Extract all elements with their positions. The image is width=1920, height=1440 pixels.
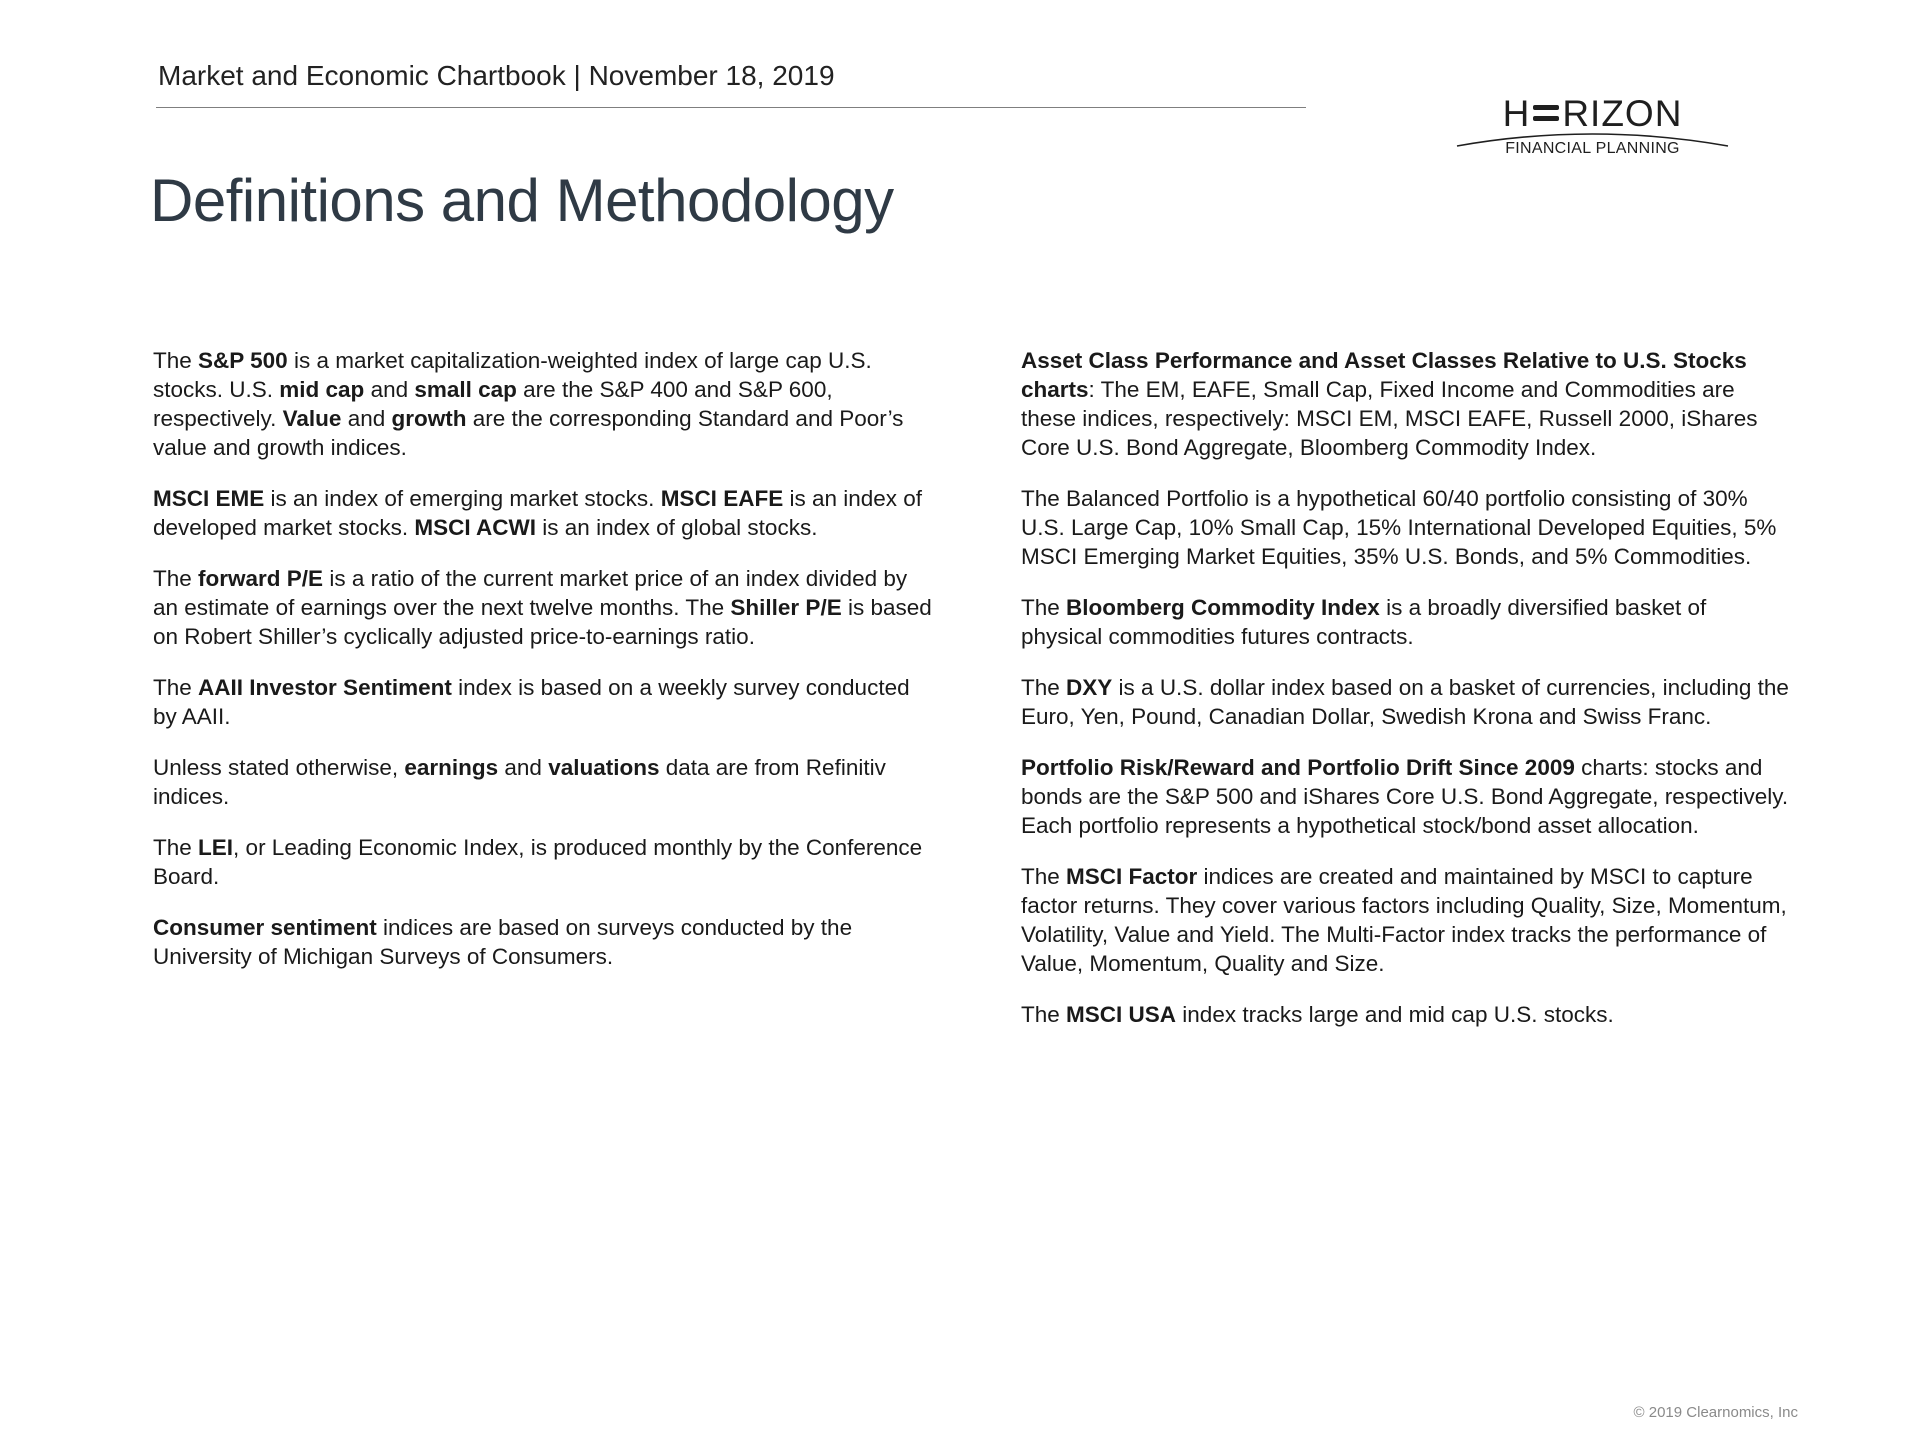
definition-text: are the S&P 400 and S&P 600, respectively. — [153, 377, 833, 431]
defined-term: Bloomberg Commodity Index — [1066, 595, 1380, 620]
definition-text: is an index of global stocks. — [536, 515, 818, 540]
definition-paragraph — [1021, 673, 1791, 731]
definition-paragraph — [1021, 862, 1791, 978]
definition-paragraph — [153, 564, 933, 651]
definition-text: is a U.S. dollar index based on a basket of currencies, including the Euro, Yen, Pound, Canadian Dollar, Swedish Krona and Swiss Franc. — [1021, 675, 1789, 729]
defined-term: earnings — [404, 755, 499, 780]
defined-term: MSCI Factor — [1066, 864, 1198, 889]
defined-term: forward P/E — [198, 566, 324, 591]
definition-text: The — [153, 675, 199, 700]
definition-text: indices are based on surveys conducted by the University of Michigan Surveys of Consumers. — [153, 915, 853, 969]
definition-text: data are from Refinitiv indices. — [153, 755, 886, 809]
definition-paragraph — [1021, 753, 1791, 840]
defined-term: S&P 500 — [198, 348, 288, 373]
definition-paragraph — [1021, 346, 1791, 462]
page-title: Definitions and Methodology — [150, 167, 894, 234]
definition-paragraph — [153, 753, 933, 811]
definition-text: The — [153, 835, 199, 860]
definition-text: is a ratio of the current market price of an index divided by an estimate of earnings over the next twelve months. The — [153, 566, 908, 620]
definition-paragraph — [1021, 593, 1791, 651]
defined-term: small cap — [414, 377, 517, 402]
definition-text: The — [153, 348, 199, 373]
definition-paragraph — [153, 833, 933, 891]
definition-text: : The EM, EAFE, Small Cap, Fixed Income and Commodities are these indices, respectively: MSCI EM, MSCI EAFE, Russell 2000, iShares Core U.S. Bond Aggregate, Bloomberg Commodity Index. — [1021, 377, 1758, 460]
definition-paragraph — [153, 346, 933, 462]
definition-text: index is based on a weekly survey conducted by AAII. — [153, 675, 910, 729]
logo-wordmark: H RIZON — [1502, 93, 1683, 134]
definition-text: is an index of developed market stocks. — [153, 486, 923, 540]
defined-term: DXY — [1066, 675, 1113, 700]
definition-text: and — [364, 377, 415, 402]
definition-text: and — [498, 755, 549, 780]
definition-text: is a broadly diversified basket of physical commodities futures contracts. — [1021, 595, 1707, 649]
definition-text: is an index of emerging market stocks. — [264, 486, 661, 511]
header-divider — [156, 107, 1306, 108]
definition-text: index tracks large and mid cap U.S. stocks. — [1176, 1002, 1614, 1027]
definition-paragraph — [1021, 484, 1791, 571]
definition-paragraph — [1021, 1000, 1791, 1029]
definition-text: Unless stated otherwise, — [153, 755, 405, 780]
defined-term: Consumer sentiment — [153, 915, 377, 940]
defined-term: valuations — [548, 755, 660, 780]
logo-o-mark-icon — [1531, 100, 1561, 128]
logo-subtitle: FINANCIAL PLANNING — [1505, 140, 1680, 157]
definition-text: The — [1021, 595, 1067, 620]
definition-paragraph — [153, 484, 933, 542]
definition-text: is based on Robert Shiller’s cyclically adjusted price-to-earnings ratio. — [153, 595, 932, 649]
defined-term: MSCI ACWI — [414, 515, 537, 540]
defined-term: Shiller P/E — [730, 595, 842, 620]
definition-text: , or Leading Economic Index, is produced monthly by the Conference Board. — [153, 835, 923, 889]
defined-term: Portfolio Risk/Reward and Portfolio Drift Since 2009 — [1021, 755, 1575, 780]
defined-term: AAII Investor Sentiment — [198, 675, 452, 700]
definition-text: and — [341, 406, 392, 431]
defined-term: MSCI USA — [1066, 1002, 1177, 1027]
copyright-notice: © 2019 Clearnomics, Inc — [1633, 1404, 1798, 1421]
definition-text: indices are created and maintained by MSCI to capture factor returns. They cover various factors including Quality, Size, Momentum, Volatility, Value and Yield. The Multi-Factor index tracks the performance of Value, Momentum, Quality and Size. — [1021, 864, 1787, 976]
horizon-logo — [1455, 92, 1730, 164]
definition-text: The — [1021, 675, 1067, 700]
header-title: Market and Economic Chartbook | November 18, 2019 — [158, 60, 835, 91]
definition-text: The Balanced Portfolio is a hypothetical 60/40 portfolio consisting of 30% U.S. Large Cap, 10% Small Cap, 15% International Developed Equities, 5% MSCI Emerging Market Equities, 35% U.S. Bonds, and 5% Commodities. — [1021, 486, 1777, 569]
defined-term: mid cap — [279, 377, 365, 402]
definition-text: charts: stocks and bonds are the S&P 500 and iShares Core U.S. Bond Aggregate, respectively. Each portfolio represents a hypothetical stock/bond asset allocation. — [1021, 755, 1789, 838]
definition-text: is a market capitalization-weighted index of large cap U.S. stocks. U.S. — [153, 348, 872, 402]
definition-text: The — [153, 566, 199, 591]
definition-text: The — [1021, 864, 1067, 889]
defined-term: MSCI EAFE — [660, 486, 784, 511]
defined-term: Asset Class Performance and Asset Classes Relative to U.S. Stocks charts — [1021, 348, 1747, 402]
definition-text: are the corresponding Standard and Poor’s value and growth indices. — [153, 406, 904, 460]
definitions-left-column — [153, 346, 933, 993]
defined-term: MSCI EME — [153, 486, 265, 511]
defined-term: growth — [391, 406, 467, 431]
definitions-right-column — [1021, 346, 1791, 1051]
definition-text: The — [1021, 1002, 1067, 1027]
defined-term: Value — [282, 406, 342, 431]
defined-term: LEI — [198, 835, 234, 860]
definition-paragraph — [153, 673, 933, 731]
definition-paragraph — [153, 913, 933, 971]
